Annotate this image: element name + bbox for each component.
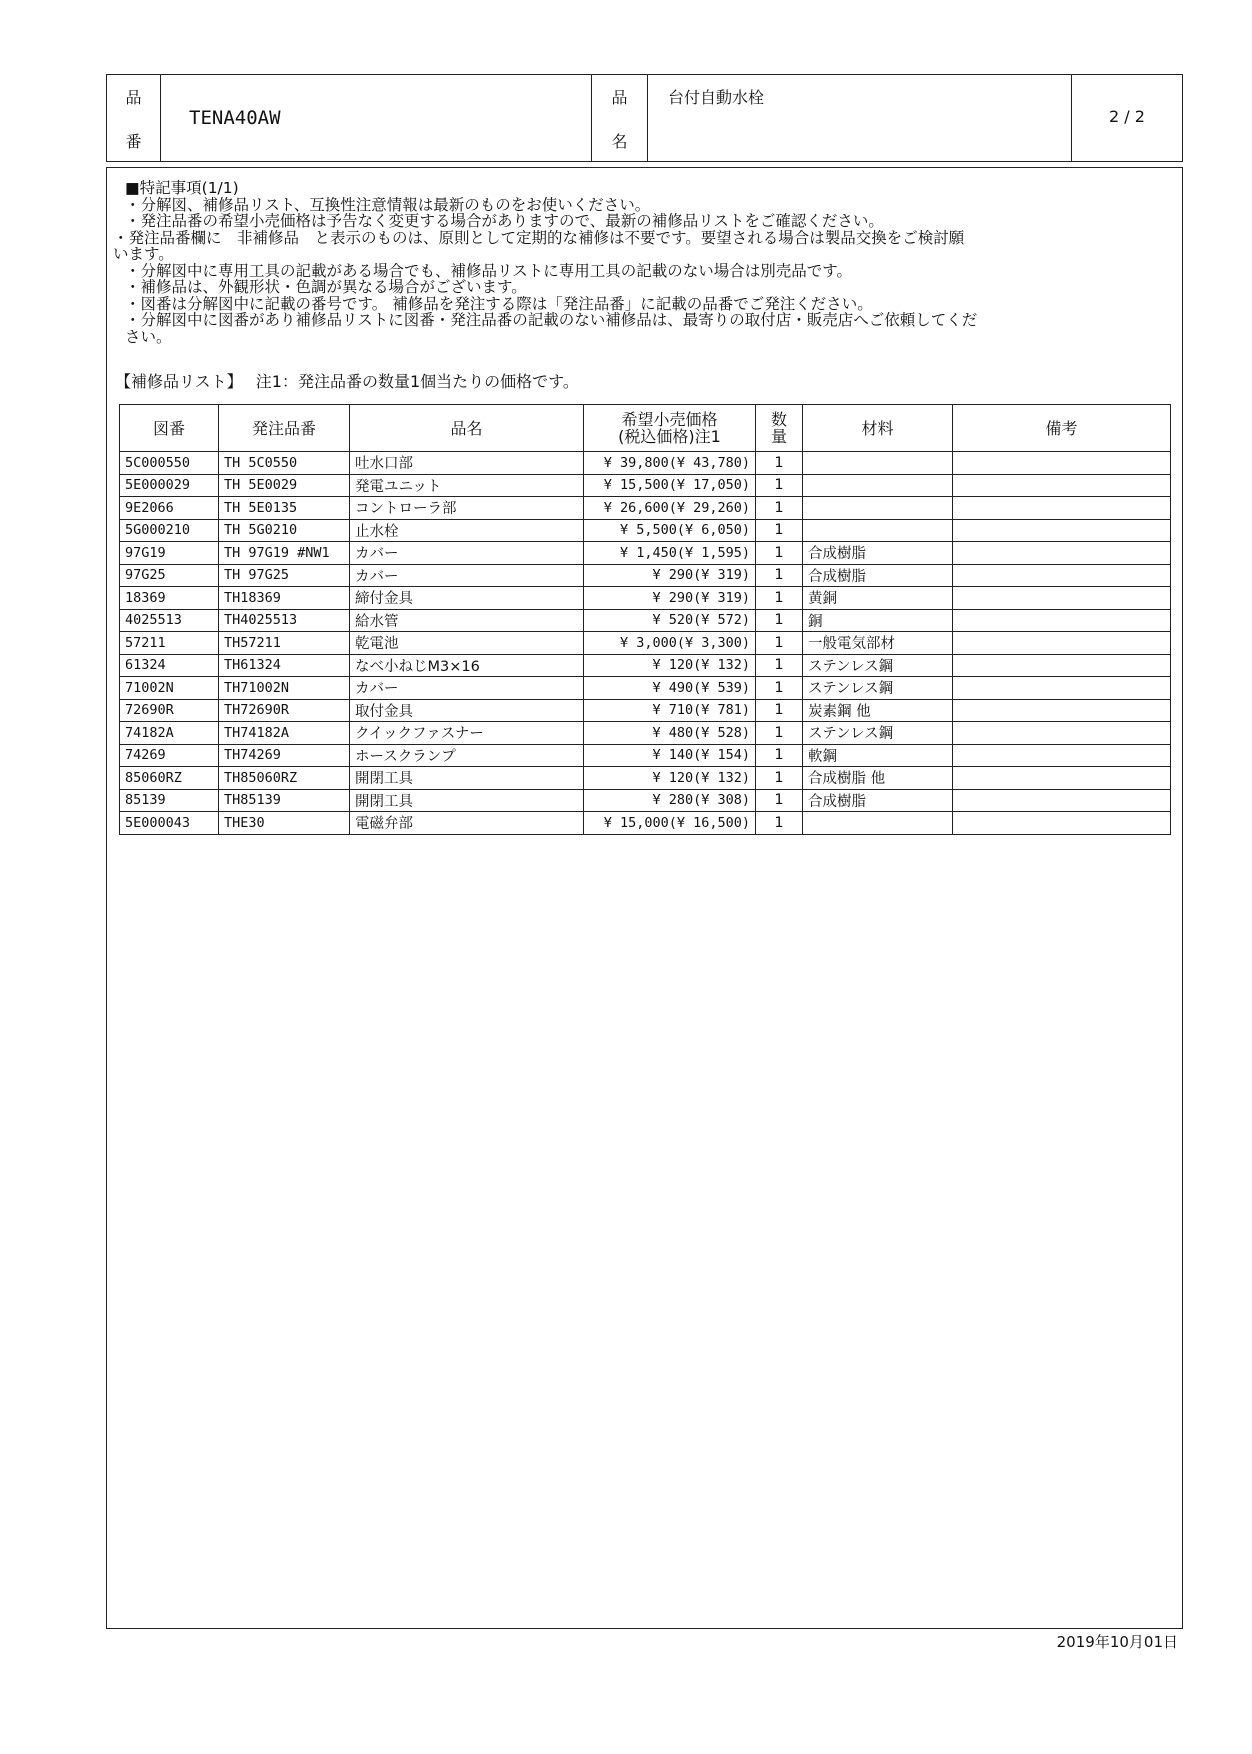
cell-remarks — [953, 722, 1171, 745]
note-line: ・発注品番の希望小売価格は予告なく変更する場合がありますので、最新の補修品リストをご確認ください。 — [125, 212, 884, 230]
cell-material — [803, 812, 953, 835]
col-price-line1: 希望小売価格 — [621, 410, 718, 429]
cell-name: 止水栓 — [350, 519, 584, 542]
col-qty-line1: 数 — [770, 410, 787, 429]
col-qty-line2: 量 — [770, 427, 787, 446]
cell-name: なべ小ねじM3×16 — [350, 654, 584, 677]
table-row — [120, 722, 1171, 745]
cell-remarks — [953, 744, 1171, 767]
note-line: ・分解図中に専用工具の記載がある場合でも、補修品リストに専用工具の記載のない場合は別売品です。 — [125, 261, 852, 280]
header-box — [106, 74, 1183, 162]
cell-remarks — [953, 564, 1171, 587]
cell-zuban: 5C000550 — [120, 452, 219, 475]
product-code: TENA40AW — [189, 107, 281, 129]
note-line: います。 — [113, 245, 174, 263]
col-remarks: 備考 — [953, 405, 1171, 452]
cell-material — [803, 497, 953, 520]
cell-remarks — [953, 497, 1171, 520]
cell-name: ホースクランプ — [350, 744, 584, 767]
hinmei-label-cell — [592, 75, 648, 161]
cell-remarks — [953, 587, 1171, 610]
cell-zuban: 97G25 — [120, 564, 219, 587]
note-line: ・分解図、補修品リスト、互換性注意情報は最新のものをお使いください。 — [125, 195, 651, 214]
cell-order-no: TH85060RZ — [219, 767, 350, 790]
hinmei-label-1: 品 — [611, 88, 628, 107]
cell-zuban: 9E2066 — [120, 497, 219, 520]
cell-order-no: TH4025513 — [219, 609, 350, 632]
cell-qty: 1 — [756, 767, 803, 790]
cell-remarks — [953, 789, 1171, 812]
cell-qty: 1 — [756, 632, 803, 655]
cell-qty: 1 — [756, 722, 803, 745]
hinban-value-cell — [161, 75, 592, 161]
cell-name: カバー — [350, 677, 584, 700]
cell-qty: 1 — [756, 497, 803, 520]
cell-order-no: TH 5E0029 — [219, 474, 350, 497]
hinmei-value-cell — [648, 75, 1072, 161]
cell-material: ステンレス鋼 — [803, 722, 953, 745]
table-row — [120, 564, 1171, 587]
table-row — [120, 677, 1171, 700]
cell-remarks — [953, 699, 1171, 722]
table-row — [120, 744, 1171, 767]
col-name: 品名 — [350, 405, 584, 452]
table-row — [120, 812, 1171, 835]
cell-price: ¥ 140(¥ 154) — [584, 744, 756, 767]
cell-qty: 1 — [756, 519, 803, 542]
cell-price: ¥ 15,000(¥ 16,500) — [584, 812, 756, 835]
note-line: さい。 — [125, 327, 172, 346]
cell-name: 開閉工具 — [350, 789, 584, 812]
cell-price: ¥ 710(¥ 781) — [584, 699, 756, 722]
cell-material — [803, 519, 953, 542]
cell-material: 合成樹脂 — [803, 542, 953, 565]
cell-name: コントローラ部 — [350, 497, 584, 520]
cell-remarks — [953, 767, 1171, 790]
col-order-no: 発注品番 — [219, 405, 350, 452]
table-row — [120, 699, 1171, 722]
cell-remarks — [953, 812, 1171, 835]
col-price-line2: (税込価格)注1 — [618, 427, 721, 446]
cell-qty: 1 — [756, 744, 803, 767]
cell-qty: 1 — [756, 654, 803, 677]
table-row — [120, 609, 1171, 632]
cell-qty: 1 — [756, 542, 803, 565]
cell-order-no: TH 5E0135 — [219, 497, 350, 520]
table-row — [120, 542, 1171, 565]
cell-price: ¥ 39,800(¥ 43,780) — [584, 452, 756, 475]
table-row — [120, 767, 1171, 790]
cell-material: 合成樹脂 — [803, 789, 953, 812]
cell-order-no: TH 5C0550 — [219, 452, 350, 475]
cell-order-no: TH18369 — [219, 587, 350, 610]
cell-name: カバー — [350, 564, 584, 587]
cell-order-no: TH57211 — [219, 632, 350, 655]
product-name: 台付自動水栓 — [668, 88, 765, 107]
cell-qty: 1 — [756, 609, 803, 632]
special-notes — [113, 179, 1175, 346]
cell-qty: 1 — [756, 789, 803, 812]
cell-order-no: THE30 — [219, 812, 350, 835]
cell-order-no: TH74182A — [219, 722, 350, 745]
page-number: 2 / 2 — [1109, 107, 1145, 126]
col-price — [584, 405, 756, 452]
cell-material: ステンレス鋼 — [803, 654, 953, 677]
cell-material — [803, 474, 953, 497]
cell-order-no: TH 97G19 #NW1 — [219, 542, 350, 565]
cell-zuban: 97G19 — [120, 542, 219, 565]
note-line: ・図番は分解図中に記載の番号です。 補修品を発注する際は「発注品番」に記載の品番でご発注ください。 — [125, 294, 873, 313]
table-row — [120, 474, 1171, 497]
cell-name: 乾電池 — [350, 632, 584, 655]
notes-title: ■特記事項(1/1) — [125, 179, 239, 197]
cell-material: 黄銅 — [803, 587, 953, 610]
table-row — [120, 789, 1171, 812]
cell-name: 吐水口部 — [350, 452, 584, 475]
cell-qty: 1 — [756, 812, 803, 835]
cell-qty: 1 — [756, 699, 803, 722]
cell-name: クイックファスナー — [350, 722, 584, 745]
parts-list-title: 【補修品リスト】 注1：発注品番の数量1個当たりの価格です。 — [115, 372, 579, 391]
cell-name: 電磁弁部 — [350, 812, 584, 835]
cell-price: ¥ 26,600(¥ 29,260) — [584, 497, 756, 520]
cell-zuban: 85060RZ — [120, 767, 219, 790]
cell-zuban: 57211 — [120, 632, 219, 655]
table-row — [120, 632, 1171, 655]
cell-remarks — [953, 654, 1171, 677]
note-line: ・分解図中に図番があり補修品リストに図番・発注品番の記載のない補修品は、最寄りの取付店・販売店へご依頼してくだ — [125, 311, 978, 329]
table-header-row — [120, 405, 1171, 452]
cell-remarks — [953, 632, 1171, 655]
page-cell — [1072, 75, 1182, 161]
cell-material: 銅 — [803, 609, 953, 632]
col-material: 材料 — [803, 405, 953, 452]
col-zuban: 図番 — [120, 405, 219, 452]
cell-zuban: 5E000043 — [120, 812, 219, 835]
cell-material: 合成樹脂 他 — [803, 767, 953, 790]
hinmei-label-2: 名 — [611, 132, 628, 151]
cell-remarks — [953, 519, 1171, 542]
note-line: ・補修品は、外観形状・色調が異なる場合がございます。 — [125, 278, 527, 296]
cell-order-no: TH 5G0210 — [219, 519, 350, 542]
cell-remarks — [953, 452, 1171, 475]
cell-price: ¥ 1,450(¥ 1,595) — [584, 542, 756, 565]
cell-zuban: 85139 — [120, 789, 219, 812]
cell-order-no: TH74269 — [219, 744, 350, 767]
cell-qty: 1 — [756, 677, 803, 700]
table-row — [120, 654, 1171, 677]
cell-material: 炭素鋼 他 — [803, 699, 953, 722]
cell-qty: 1 — [756, 564, 803, 587]
parts-table — [119, 404, 1171, 835]
cell-price: ¥ 290(¥ 319) — [584, 587, 756, 610]
cell-material: 合成樹脂 — [803, 564, 953, 587]
cell-material: 一般電気部材 — [803, 632, 953, 655]
cell-price: ¥ 480(¥ 528) — [584, 722, 756, 745]
col-qty — [756, 405, 803, 452]
cell-price: ¥ 3,000(¥ 3,300) — [584, 632, 756, 655]
cell-order-no: TH85139 — [219, 789, 350, 812]
cell-order-no: TH 97G25 — [219, 564, 350, 587]
cell-remarks — [953, 542, 1171, 565]
cell-zuban: 18369 — [120, 587, 219, 610]
cell-material — [803, 452, 953, 475]
cell-order-no: TH72690R — [219, 699, 350, 722]
cell-price: ¥ 280(¥ 308) — [584, 789, 756, 812]
cell-zuban: 5G000210 — [120, 519, 219, 542]
table-row — [120, 519, 1171, 542]
cell-name: カバー — [350, 542, 584, 565]
cell-name: 給水管 — [350, 609, 584, 632]
cell-zuban: 4025513 — [120, 609, 219, 632]
cell-qty: 1 — [756, 587, 803, 610]
cell-remarks — [953, 609, 1171, 632]
hinban-label-cell — [107, 75, 161, 161]
cell-material: ステンレス鋼 — [803, 677, 953, 700]
cell-qty: 1 — [756, 474, 803, 497]
issue-date: 2019年10月01日 — [1056, 1633, 1178, 1651]
cell-zuban: 5E000029 — [120, 474, 219, 497]
cell-material: 軟鋼 — [803, 744, 953, 767]
cell-zuban: 72690R — [120, 699, 219, 722]
table-row — [120, 452, 1171, 475]
cell-price: ¥ 120(¥ 132) — [584, 767, 756, 790]
cell-order-no: TH71002N — [219, 677, 350, 700]
parts-table-body — [120, 452, 1171, 835]
cell-name: 開閉工具 — [350, 767, 584, 790]
cell-name: 発電ユニット — [350, 474, 584, 497]
cell-price: ¥ 5,500(¥ 6,050) — [584, 519, 756, 542]
cell-zuban: 74182A — [120, 722, 219, 745]
cell-price: ¥ 120(¥ 132) — [584, 654, 756, 677]
note-line: ・発注品番欄に 非補修品 と表示のものは、原則として定期的な補修は不要です。要望される場合は製品交換をご検討願 — [113, 228, 965, 247]
cell-price: ¥ 290(¥ 319) — [584, 564, 756, 587]
table-row — [120, 497, 1171, 520]
cell-zuban: 71002N — [120, 677, 219, 700]
cell-price: ¥ 15,500(¥ 17,050) — [584, 474, 756, 497]
cell-remarks — [953, 677, 1171, 700]
hinban-label-1: 品 — [125, 88, 142, 107]
cell-price: ¥ 520(¥ 572) — [584, 609, 756, 632]
cell-zuban: 74269 — [120, 744, 219, 767]
cell-name: 取付金具 — [350, 699, 584, 722]
cell-remarks — [953, 474, 1171, 497]
cell-qty: 1 — [756, 452, 803, 475]
cell-order-no: TH61324 — [219, 654, 350, 677]
content-box — [106, 167, 1183, 1629]
cell-name: 締付金具 — [350, 587, 584, 610]
hinban-label-2: 番 — [125, 132, 142, 151]
table-row — [120, 587, 1171, 610]
cell-zuban: 61324 — [120, 654, 219, 677]
cell-price: ¥ 490(¥ 539) — [584, 677, 756, 700]
